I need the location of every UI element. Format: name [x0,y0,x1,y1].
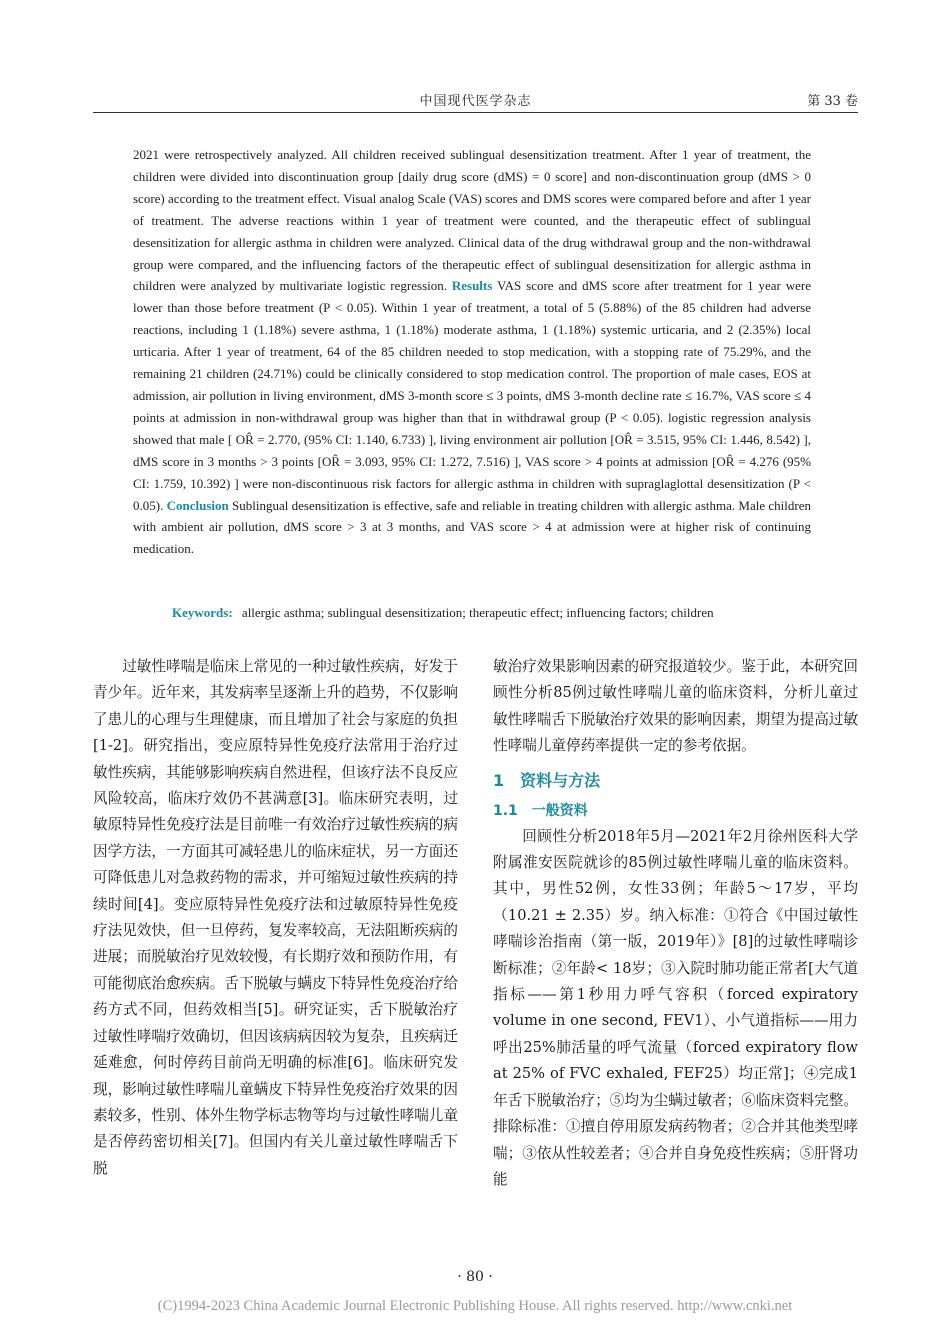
section-heading-methods: 1 资料与方法 [493,770,601,790]
abstract-results-text: VAS score and dMS score after treatment for 1 year were lower than those before treatment (P < 0.05). Within 1 year of treatment, a total of 5 (5.88%) of the 85 children had adverse reactions, including 1 (1.18%) severe asthma, 1 (1.18%) moderate asthma, 1 (1.18%) systemic urticaria, and 2 (2.35%) local urticaria. After 1 year of treatment, 64 of the 85 children needed to stop medication, with a stopping rate of 75.29%, and the remaining 21 children (24.71%) could be clinically considered to stop medication control. The proportion of male cases, EOS at admission, air pollution in living environment, dMS 3-month score ≤ 3 points, dMS 3-month decline rate ≤ 16.7%, VAS score ≤ 4 points at admission in non-withdrawal group was higher than that in withdrawal group (P < 0.05). logistic regression analysis showed that male [ OR̂ = 2.770, (95% CI: 1.140, 6.733) ], living environment air pollution [OR̂ = 3.515, 95% CI: 1.446, 8.542) ], dMS score in 3 months > 3 points [OR̂ = 3.093, 95% CI: 1.272, 7.516) ], VAS score > 4 points at admission [OR̂ = 4.276 (95% CI: 1.759, 10.392) ] were non-discontinuous risk factors for allergic asthma in children with supraglaglottal desensitization (P < 0.05). [133,278,812,513]
volume-number: 第 33 卷 [807,94,858,109]
results-label: Results [451,278,493,294]
general-data-paragraph: 回顾性分析2018年5月—2021年2月徐州医科大学附属淮安医院就诊的85例过敏性哮喘儿童的临床资料。其中，男性52例，女性33例；年龄5～17岁，平均（10.21 ± 2.35）岁。纳入标准：①符合《中国过敏性哮喘诊治指南（第一版，2019年）》[8]的过敏性哮喘诊断标准；②年龄< 18岁；③入院时肺功能正常者[大气道指标——第1秒用力呼气容积（forced expiratory volume in one second, FEV1）、小气道指标——用力呼出25%肺活量的呼气流量（forced expiratory flow at 25% of FVC exhaled, FEF25）均正常]；④完成1年舌下脱敏治疗；⑤均为尘螨过敏者；⑥临床资料完整。排除标准：①擅自停用原发病药物者；②合并其他类型哮喘；③依从性较差者；④合并自身免疫性疾病；⑤肝肾功能 [493,827,858,1188]
keywords-text: allergic asthma; sublingual desensitization; therapeutic effect; influencing factors; children [241,605,714,620]
right-column [493,654,858,1193]
intro-paragraph: 过敏性哮喘是临床上常见的一种过敏性疾病，好发于青少年。近年来，其发病率呈逐渐上升的趋势，不仅影响了患儿的心理与生理健康，而且增加了社会与家庭的负担[1-2]。研究指出，变应原特异性免疫疗法常用于治疗过敏性疾病，其能够影响疾病自然进程，但该疗法不良反应风险较高，临床疗效仍不甚满意[3]。临床研究表明，过敏原特异性免疫疗法是目前唯一有效治疗过敏性疾病的病因学方法，一方面其可减轻患儿的临床症状，另一方面还可降低患儿对急救药物的需求，并可缩短过敏性疾病的持续时间[4]。变应原特异性免疫疗法和过敏原特异性免疫疗法见效快，但一旦停药，复发率较高，无法阻断疾病的进展；而脱敏治疗见效较慢，有长期疗效和预防作用，有可能彻底治愈疾病。舌下脱敏与螨皮下特异性免疫治疗给药方式不同，但药效相当[5]。研究证实，舌下脱敏治疗过敏性哮喘疗效确切，但因该病病因较为复杂，且疾病迁延难愈，何时停药目前尚无明确的标准[6]。临床研究发现，影响过敏性哮喘儿童螨皮下特异性免疫治疗效果的因素较多，性别、体外生物学标志物等均与过敏性哮喘儿童是否停药密切相关[7]。但国内有关儿童过敏性哮喘舌下脱 [93,658,458,1177]
intro-continuation: 敏治疗效果影响因素的研究报道较少。鉴于此，本研究回顾性分析85例过敏性哮喘儿童的临床资料，分析儿童过敏性哮喘舌下脱敏治疗效果的影响因素，期望为提高过敏性哮喘儿童停药率提供一定的参考依据。 [493,658,858,755]
abstract-conclusion-text: Sublingual desensitization is effective, safe and reliable in treating children with allergic asthma. Male children with ambient air pollution, dMS score > 3 at 3 months, and VAS score > 4 at admission were at higher risk of continuing medication. [133,497,811,557]
journal-title: 中国现代医学杂志 [419,94,532,109]
copyright-notice: (C)1994-2023 China Academic Journal Electronic Publishing House. All rights reserved. http://www.cnki.net [157,1298,793,1314]
page-number: · 80 · [457,1269,493,1285]
abstract-methods-text: 2021 were retrospectively analyzed. All children received sublingual desensitization treatment. After 1 year of treatment, the children were divided into discontinuation group [daily drug score (dMS) = 0 score] and non-discontinuation group (dMS > 0 score) according to the treatment effect. Visual analog Scale (VAS) scores and DMS scores were compared before and after 1 year of treatment. The adverse reactions within 1 year of treatment were counted, and the therapeutic effect of sublingual desensitization for allergic asthma in children were analyzed. Clinical data of the drug withdrawal group and the non-withdrawal group were compared, and the influencing factors of the therapeutic effect of sublingual desensitization for allergic asthma in children were analyzed by multivariate logistic regression. [133,147,811,294]
running-header [93,90,858,113]
conclusion-label: Conclusion [166,497,229,513]
subsection-heading-general: 1.1 一般资料 [493,802,588,819]
keywords [172,605,812,621]
keywords-label: Keywords: [172,605,233,620]
english-abstract [133,144,811,560]
left-column [93,654,458,1182]
